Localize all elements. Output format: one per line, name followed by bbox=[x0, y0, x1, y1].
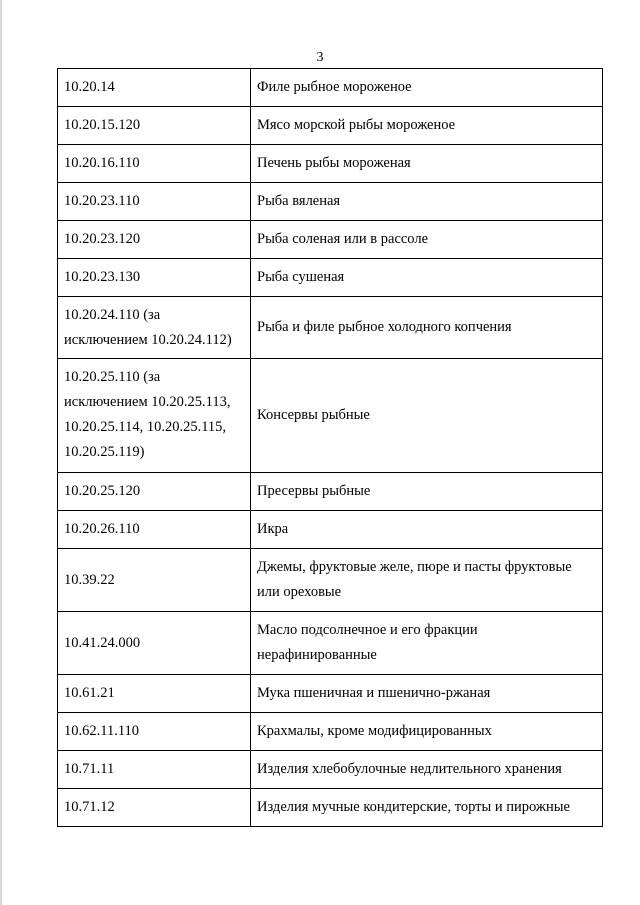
name-cell: Крахмалы, кроме модифицированных bbox=[251, 713, 603, 751]
page-number: 3 bbox=[316, 50, 324, 65]
name-cell: Рыба соленая или в рассоле bbox=[251, 221, 603, 259]
code-cell: 10.20.25.110 (за исключением 10.20.25.113, 10.20.25.114, 10.20.25.115, 10.20.25.119) bbox=[58, 359, 251, 473]
table-row bbox=[58, 751, 603, 789]
code-cell: 10.20.24.110 (за исключением 10.20.24.112) bbox=[58, 297, 251, 359]
code-cell: 10.20.14 bbox=[58, 69, 251, 107]
name-cell: Изделия мучные кондитерские, торты и пирожные bbox=[251, 789, 603, 827]
name-cell: Рыба сушеная bbox=[251, 259, 603, 297]
code-cell: 10.20.23.110 bbox=[58, 183, 251, 221]
name-cell: Рыба вяленая bbox=[251, 183, 603, 221]
table-row bbox=[58, 359, 603, 473]
table-row bbox=[58, 612, 603, 675]
table-row bbox=[58, 183, 603, 221]
code-cell: 10.39.22 bbox=[58, 549, 251, 612]
code-cell: 10.41.24.000 bbox=[58, 612, 251, 675]
code-cell: 10.20.16.110 bbox=[58, 145, 251, 183]
name-cell: Икра bbox=[251, 511, 603, 549]
name-cell: Изделия хлебобулочные недлительного хранения bbox=[251, 751, 603, 789]
code-cell: 10.71.11 bbox=[58, 751, 251, 789]
table-row bbox=[58, 713, 603, 751]
name-cell: Рыба и филе рыбное холодного копчения bbox=[251, 297, 603, 359]
name-cell: Мясо морской рыбы мороженое bbox=[251, 107, 603, 145]
table-row bbox=[58, 675, 603, 713]
table-row bbox=[58, 549, 603, 612]
table-row bbox=[58, 473, 603, 511]
code-cell: 10.20.25.120 bbox=[58, 473, 251, 511]
code-cell: 10.61.21 bbox=[58, 675, 251, 713]
table-row bbox=[58, 511, 603, 549]
code-cell: 10.20.15.120 bbox=[58, 107, 251, 145]
table-row bbox=[58, 259, 603, 297]
code-cell: 10.20.23.120 bbox=[58, 221, 251, 259]
scan-edge bbox=[0, 0, 2, 905]
name-cell: Печень рыбы мороженая bbox=[251, 145, 603, 183]
name-cell: Джемы, фруктовые желе, пюре и пасты фруктовые или ореховые bbox=[251, 549, 603, 612]
table-row bbox=[58, 221, 603, 259]
name-cell: Филе рыбное мороженое bbox=[251, 69, 603, 107]
table-row bbox=[58, 145, 603, 183]
name-cell: Мука пшеничная и пшенично-ржаная bbox=[251, 675, 603, 713]
table-row bbox=[58, 69, 603, 107]
code-cell: 10.71.12 bbox=[58, 789, 251, 827]
code-cell: 10.20.26.110 bbox=[58, 511, 251, 549]
name-cell: Пресервы рыбные bbox=[251, 473, 603, 511]
name-cell: Консервы рыбные bbox=[251, 359, 603, 473]
table-row bbox=[58, 789, 603, 827]
table-row bbox=[58, 297, 603, 359]
code-cell: 10.20.23.130 bbox=[58, 259, 251, 297]
table-row bbox=[58, 107, 603, 145]
code-cell: 10.62.11.110 bbox=[58, 713, 251, 751]
product-code-table bbox=[57, 68, 603, 827]
name-cell: Масло подсолнечное и его фракции нерафинированные bbox=[251, 612, 603, 675]
